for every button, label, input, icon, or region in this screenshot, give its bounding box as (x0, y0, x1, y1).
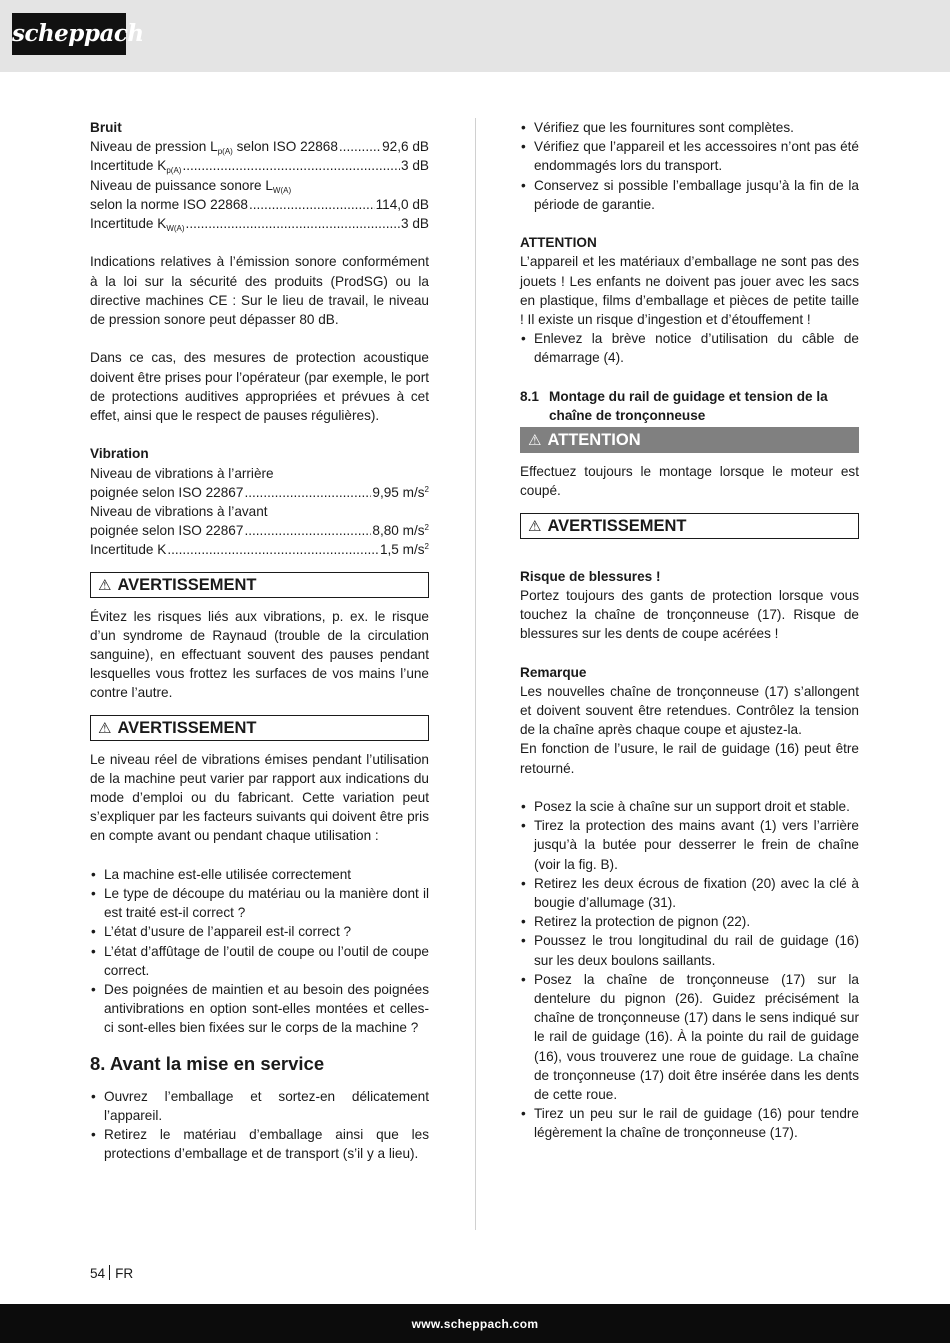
factor-list (90, 865, 429, 1038)
list-item: • L’état d’affûtage de l’outil de coupe ou l’outil de coupe correct. (90, 942, 429, 980)
attention-box: ⚠ ATTENTION (520, 427, 859, 453)
brand-logo: scheppach (12, 13, 126, 55)
warning-box-vibration: ⚠ AVERTISSEMENT (90, 572, 429, 598)
header-bar (0, 0, 950, 72)
noise-power-label: Niveau de puissance sonore $L_{W(A)}$ (90, 177, 292, 195)
list-item: • Retirez le matériau d’emballage ainsi que les protections d’emballage et de transport (s’il y a lieu). (90, 1125, 429, 1163)
noise-pressure-row: Niveau de pression $L_{p(A)}$ selon ISO 22868 ..... 92,6 dB (90, 137, 429, 156)
noise-power-uncertainty-row: Incertitude $K_{W(A)}$ ..... 3 dB (90, 214, 429, 233)
list-item: • Conservez si possible l’emballage jusqu’à la fin de la période de garantie. (520, 176, 859, 214)
list-item: • Poussez le trou longitudinal du rail de guidage (16) sur les deux boulons saillants. (520, 931, 859, 969)
attention-text: L’appareil et les matériaux d’emballage ne sont pas des jouets ! Les enfants ne doivent pas jouer avec les sacs en plastique, films d’emballage et pièces de petite taille ! Il existe un risque d’ingestion et d’étouffement ! (520, 254, 859, 328)
warning-box-actual-level: ⚠ AVERTISSEMENT (90, 715, 429, 741)
list-item: • Enlevez la brève notice d’utilisation du câble de démarrage (4). (520, 329, 859, 367)
warning-triangle-icon: ⚠ (98, 575, 112, 594)
attention-box-text: Effectuez toujours le montage lorsque le moteur est coupé. (520, 464, 859, 499)
vibration-front-label: Niveau de vibrations à l’avant (90, 504, 268, 520)
list-item: • Posez la chaîne de tronçonneuse (17) sur la dentelure du pignon (26). Guidez précisément la chaîne de tronçonneuse (17) dans le sens indiqué sur le rail de guidage (16). À la pointe du rail de guidage (16), vous trouverez une roue de guidage. La chaîne de tronçonneuse (17) doit être insérée dans les dents de cette roue. (520, 970, 859, 1104)
list-item: • Ouvrez l’emballage et sortez-en délicatement l’appareil. (90, 1087, 429, 1125)
list-item: • Vérifiez que les fournitures sont complètes. (520, 118, 859, 137)
warning-text-vibration: Évitez les risques liés aux vibrations, p. ex. le risque d’un syndrome de Raynaud (trouble de la circulation sanguine), en effectuant souvent des pauses pendant lesquelles vous frottez les surfaces de vos mains l’une contre l’autre. (90, 608, 429, 701)
list-item: • Retirez les deux écrous de fixation (20) avec la clé à bougie d’allumage (31). (520, 874, 859, 912)
list-item: • Tirez un peu sur le rail de guidage (16) pour tendre légèrement la chaîne de tronçonneuse (17). (520, 1104, 859, 1142)
section-8-list (90, 1087, 429, 1164)
list-item: • Le type de découpe du matériau ou la manière dont il est traité est-il correct ? (90, 884, 429, 922)
risk-heading: Risque de blessures ! (520, 568, 661, 584)
vibration-rear-row: poignée selon ISO 22867 ..... 9,95 $m/s^2$ (90, 483, 429, 502)
vibration-rear-label: Niveau de vibrations à l’arrière (90, 465, 274, 481)
noise-pressure-uncertainty-row: Incertitude $K_{p(A)}$ ..... 3 dB (90, 156, 429, 175)
assembly-steps (520, 797, 859, 1143)
list-item: • Retirez la protection de pignon (22). (520, 912, 859, 931)
section-8-title: 8. Avant la mise en service (90, 1052, 325, 1074)
page-number: 54 FR (90, 1266, 134, 1281)
subsection-8-1-title: 8.1 Montage du rail de guidage et tension de la chaîne de tronçonneuse (520, 388, 828, 424)
warning-triangle-icon: ⚠ (528, 431, 542, 450)
remark-text-2: En fonction de l’usure, le rail de guidage (16) peut être retourné. (520, 741, 859, 776)
noise-paragraph-1: Indications relatives à l’émission sonore conformément à la loi sur la sécurité des produits (ProdSG) ou la directive machines CE : Sur le lieu de travail, le niveau de pression sonore peut dépasser 80 dB. (90, 254, 429, 328)
website-url[interactable]: www.scheppach.com (411, 1317, 539, 1331)
vibration-heading: Vibration (90, 446, 149, 462)
list-item: • Vérifiez que l’appareil et les accessoires n’ont pas été endommagés lors du transport. (520, 137, 859, 175)
noise-heading: Bruit (90, 120, 122, 135)
unpacking-list (520, 118, 859, 214)
right-column (520, 118, 859, 1143)
warning-triangle-icon: ⚠ (528, 516, 542, 535)
noise-paragraph-2: Dans ce cas, des mesures de protection acoustique doivent être prises pour l’opérateur (par exemple, le port de protections auditives appropriées et prévues à cet effet, ainsi que le respect de pauses régulières). (90, 350, 429, 424)
list-item: • La machine est-elle utilisée correctement (90, 865, 429, 884)
left-column (90, 118, 429, 1163)
column-divider (475, 118, 476, 1230)
attention-heading: ATTENTION (520, 235, 597, 251)
list-item: • Tirez la protection des mains avant (1) vers l’arrière jusqu’à la butée pour desserrer le frein de chaîne (voir la fig. B). (520, 816, 859, 874)
footer-bar (0, 1304, 950, 1343)
risk-text: Portez toujours des gants de protection lorsque vous touchez la chaîne de tronçonneuse (17). Risque de blessures sur les dents de coupe acérées ! (520, 587, 859, 642)
noise-pressure-value: 92,6 dB (382, 139, 429, 155)
warning-text-actual-level: Le niveau réel de vibrations émises pendant l’utilisation de la machine peut varier par rapport aux indications du mode d’emploi ou du fabricant. Cette variation peut s’expliquer par les facteurs suivants qui doivent être pris en compte avant ou pendant chaque utilisation : (90, 751, 429, 844)
vibration-front-row: poignée selon ISO 22867 ..... 8,80 $m/s^2$ (90, 521, 429, 540)
remark-text-1: Les nouvelles chaîne de tronçonneuse (17) s’allongent et doivent souvent être retendues. Contrôlez la tension de la chaîne après chaque coupe et ajustez-la. (520, 683, 859, 738)
warning-triangle-icon: ⚠ (98, 718, 112, 737)
list-item: • Posez la scie à chaîne sur un support droit et stable. (520, 797, 859, 816)
list-item: • L’état d’usure de l’appareil est-il correct ? (90, 922, 429, 941)
remark-heading: Remarque (520, 664, 587, 680)
vibration-uncertainty-row: Incertitude K ..... 1,5 $m/s^2$ (90, 540, 429, 559)
list-item: • Des poignées de maintien et au besoin des poignées antivibrations en option sont-elles montées et celles-ci sont-elles bien fixées sur le corps de la machine ? (90, 980, 429, 1038)
noise-power-row: selon la norme ISO 22868 ..... 114,0 dB (90, 195, 429, 214)
warning-box-assembly: ⚠ AVERTISSEMENT (520, 513, 859, 539)
attention-list (520, 329, 859, 367)
